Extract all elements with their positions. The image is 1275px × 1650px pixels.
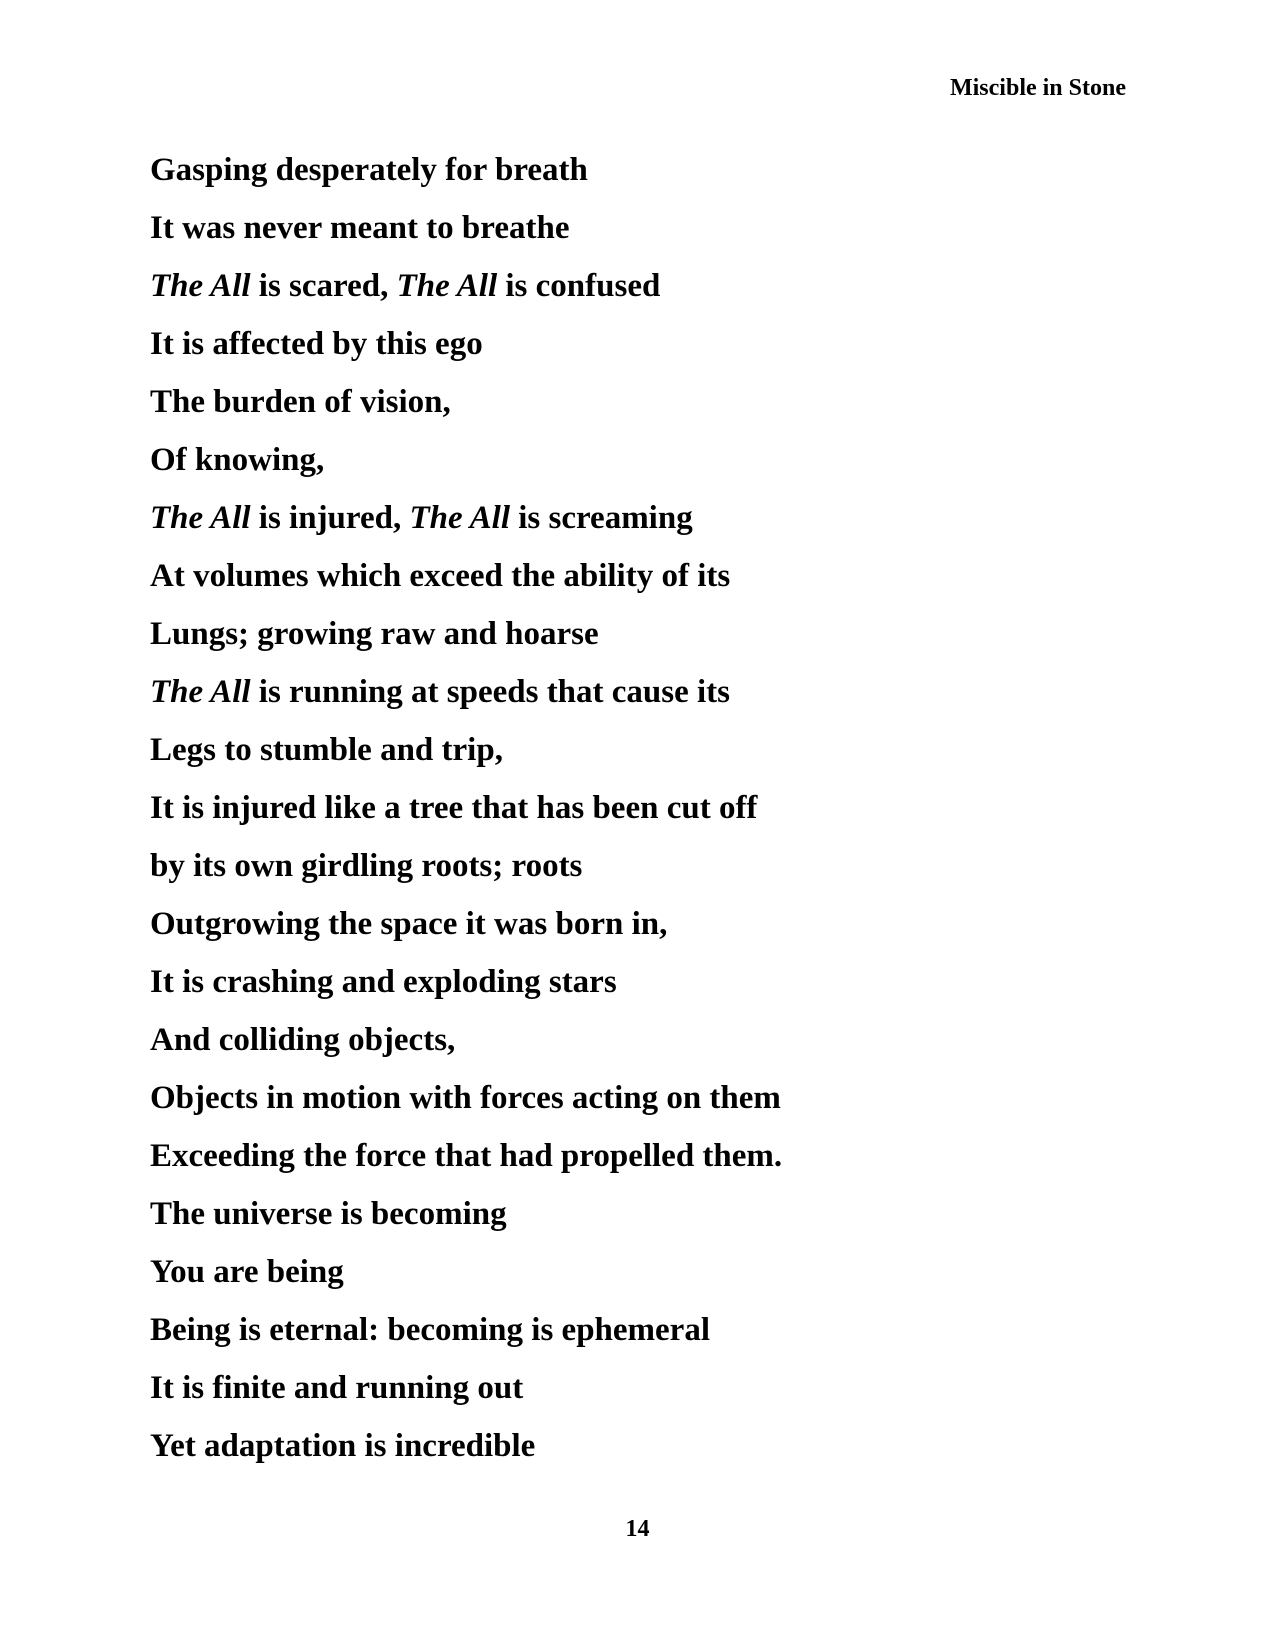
poem-line [150, 1364, 1150, 1422]
page-number: 14 [625, 1516, 650, 1542]
poem-line [150, 494, 1150, 552]
poem-line [150, 668, 1150, 726]
poem-line-italic-text: The All [396, 268, 498, 304]
poem-line-text: is screaming [510, 500, 693, 536]
poem-line [150, 146, 1150, 204]
poem-line [150, 1248, 1150, 1306]
poem-line [150, 1190, 1150, 1248]
poem-line-text: It was never meant to breathe [150, 210, 570, 246]
poem-line-text: And colliding objects, [150, 1022, 456, 1058]
poem-line-text: Legs to stumble and trip, [150, 732, 503, 768]
poem-line [150, 262, 1150, 320]
poem-line-text: Exceeding the force that had propelled them. [150, 1138, 783, 1174]
poem-line [150, 726, 1150, 784]
poem-line-text: by its own girdling roots; roots [150, 848, 583, 884]
poem-line [150, 1306, 1150, 1364]
poem-line-text: Being is eternal: becoming is ephemeral [150, 1312, 711, 1348]
poem-line [150, 552, 1150, 610]
poem-line-text: Objects in motion with forces acting on them [150, 1080, 781, 1116]
poem-line-text: It is crashing and exploding stars [150, 964, 617, 1000]
poem-line-text: Lungs; growing raw and hoarse [150, 616, 599, 652]
poem-line [150, 610, 1150, 668]
poem-line-text: The universe is becoming [150, 1196, 507, 1232]
poem-line [150, 1132, 1150, 1190]
poem-line-text: is scared, [250, 268, 397, 304]
poem-line [150, 1016, 1150, 1074]
poem-line-italic-text: The All [150, 674, 251, 710]
poem-line-text: is injured, [250, 500, 410, 536]
poem-line [150, 1074, 1150, 1132]
poem-line-text: It is finite and running out [150, 1370, 524, 1406]
poem-line-text: Of knowing, [150, 442, 325, 478]
poem-line-text: At volumes which exceed the ability of its [150, 558, 731, 594]
running-header-title: Miscible in Stone [949, 75, 1126, 101]
poem-line-text: The burden of vision, [150, 384, 451, 420]
poem-line-italic-text: The All [409, 500, 510, 536]
poem-line-text: You are being [150, 1254, 344, 1290]
poem-line-italic-text: The All [150, 268, 251, 304]
poem-line-text: Outgrowing the space it was born in, [150, 906, 668, 942]
poem-line [150, 204, 1150, 262]
poem-line [150, 320, 1150, 378]
poem-line-text: It is injured like a tree that has been cut off [150, 790, 758, 826]
poem-line [150, 436, 1150, 494]
poem-line [150, 378, 1150, 436]
poem-line-text: is confused [497, 268, 661, 304]
poem-body [150, 146, 1150, 1480]
poem-line [150, 1422, 1150, 1480]
poem-line-italic-text: The All [150, 500, 251, 536]
poem-line [150, 900, 1150, 958]
poem-line [150, 784, 1150, 842]
poem-line-text: Yet adaptation is incredible [150, 1428, 536, 1464]
poem-line [150, 842, 1150, 900]
poem-line-text: Gasping desperately for breath [150, 152, 588, 188]
poem-line-text: is running at speeds that cause its [250, 674, 731, 710]
poem-line-text: It is affected by this ego [150, 326, 483, 362]
poem-line [150, 958, 1150, 1016]
